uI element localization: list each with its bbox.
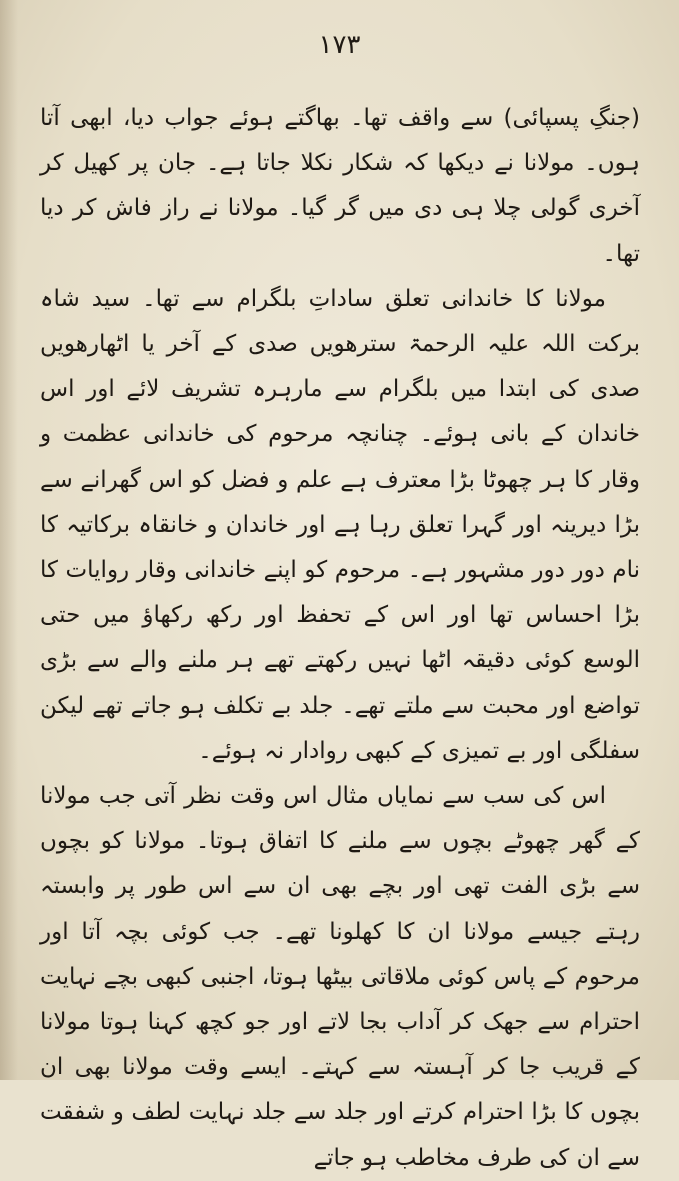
page-body bbox=[40, 96, 640, 1181]
paragraph-1: (جنگِ پسپائی) سے واقف تھا۔ بھاگتے ہوئے جواب دیا، ابھی آتا ہوں۔ مولانا نے دیکھا کہ شکار نکلا جاتا ہے۔ جان پر کھیل کر آخری گولی چلا ہی دی میں گر گیا۔ مولانا نے راز فاش کر دیا تھا۔ bbox=[40, 105, 640, 267]
paragraph-3: اس کی سب سے نمایاں مثال اس وقت نظر آتی جب مولانا کے گھر چھوٹے بچوں سے ملنے کا اتفاق ہوتا۔ مولانا کو بچوں سے بڑی الفت تھی اور بچے بھی ان سے اس طور پر وابستہ رہتے جیسے مولانا ان کا کھلونا تھے۔ جب کوئی بچہ آتا اور مرحوم کے پاس کوئی ملاقاتی بیٹھا ہوتا، اجنبی کبھی بچے نہایت احترام سے جھک کر آداب بجا لاتے اور جو کچھ کہنا ہوتا مولانا کے قریب جا کر آہستہ سے کہتے۔ ایسے وقت مولانا بھی ان بچوں کا بڑا احترام کرتے اور جلد سے جلد نہایت لطف و شفقت سے ان کی طرف مخاطب ہو جاتے bbox=[40, 783, 640, 1171]
page-number: ۱۷۳ bbox=[318, 30, 361, 60]
paragraph-2: مولانا کا خاندانی تعلق ساداتِ بلگرام سے تھا۔ سید شاہ برکت اللہ علیہ الرحمۃ سترھویں صدی کے آخر یا اٹھارھویں صدی کی ابتدا میں بلگرام سے مارہرہ تشریف لائے اور اس خاندان کے بانی ہوئے۔ چنانچہ مرحوم کی خاندانی عظمت و وقار کا ہر چھوٹا بڑا معترف ہے علم و فضل کو اس گھرانے سے بڑا دیرینہ اور گہرا تعلق رہا ہے اور خاندان و خانقاہ برکاتیہ کا نام دور دور مشہور ہے۔ مرحوم کو اپنے خاندانی وقار روایات کا بڑا احساس تھا اور اس کے تحفظ اور رکھ رکھاؤ میں حتی الوسع کوئی دقیقہ اٹھا نہیں رکھتے تھے ہر ملنے والے سے بڑی تواضع اور محبت سے ملتے تھے۔ جلد بے تکلف ہو جاتے تھے لیکن سفلگی اور بے تمیزی کے کبھی روادار نہ ہوئے۔ bbox=[40, 285, 640, 764]
page-edge-shadow bbox=[0, 0, 18, 1080]
